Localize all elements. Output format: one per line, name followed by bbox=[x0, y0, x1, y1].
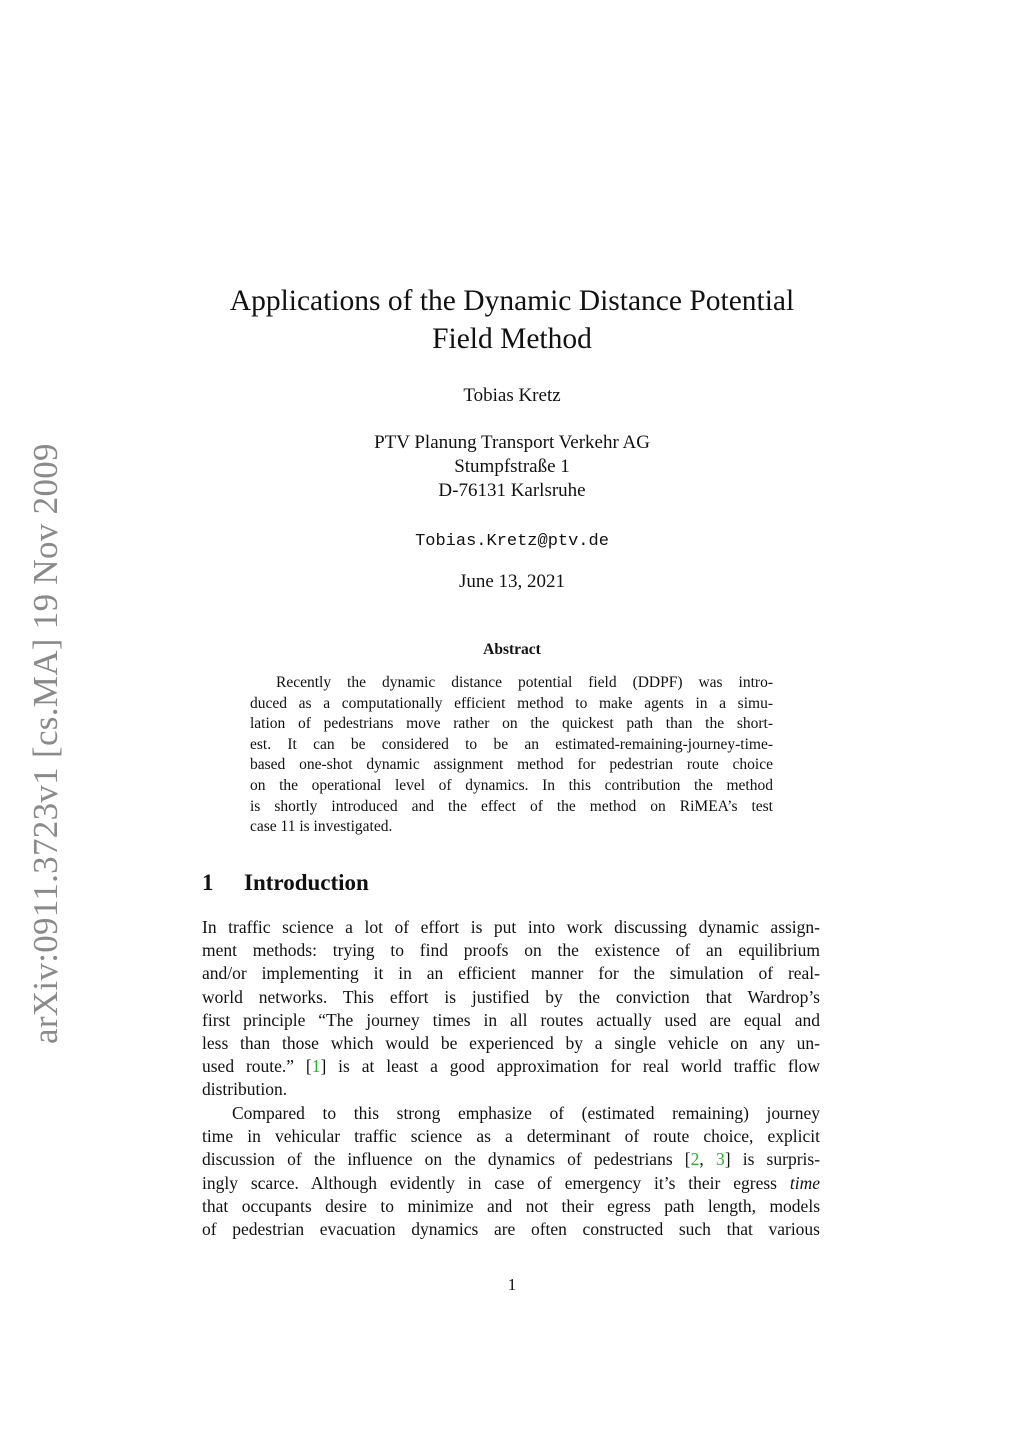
abstract-line: est. It can be considered to be an estimated-remaining-journey-time- bbox=[250, 735, 773, 753]
abstract-line: lation of pedestrians move rather on the quickest path than the short- bbox=[250, 715, 773, 733]
page-number: 1 bbox=[507, 1275, 517, 1294]
citation-link-1[interactable]: 1 bbox=[311, 1056, 321, 1077]
line-text: , bbox=[699, 1149, 716, 1170]
paragraph-line: of pedestrian evacuation dynamics are often constructed such that various bbox=[202, 1218, 820, 1239]
publication-date: June 13, 2021 bbox=[458, 571, 566, 592]
line-text: used route.” [ bbox=[202, 1056, 312, 1077]
arxiv-identifier-stamp: arXiv:0911.3723v1 [cs.MA] 19 Nov 2009 bbox=[26, 443, 65, 1044]
affiliation-line-3: D-76131 Karlsruhe bbox=[438, 480, 586, 501]
paragraph-line: that occupants desire to minimize and not their egress path length, models bbox=[202, 1195, 820, 1216]
affiliation bbox=[212, 431, 812, 503]
paragraph-line: world networks. This effort is justified by the conviction that Wardrop’s bbox=[202, 986, 820, 1007]
citation-link-3[interactable]: 3 bbox=[715, 1149, 725, 1170]
paragraph-line: ment methods: trying to find proofs on the existence of an equilibrium bbox=[202, 940, 820, 961]
paragraph-line bbox=[202, 1148, 820, 1171]
author-name: Tobias Kretz bbox=[463, 385, 561, 406]
affiliation-line-2: Stumpfstraße 1 bbox=[454, 456, 570, 477]
paragraph-line: time in vehicular traffic science as a determinant of route choice, explicit bbox=[202, 1126, 820, 1147]
paper-title bbox=[212, 282, 812, 358]
author-email: Tobias.Kretz@ptv.de bbox=[415, 532, 609, 551]
section-title: Introduction bbox=[244, 870, 369, 895]
section-number: 1 bbox=[202, 870, 214, 895]
paper-title-line-1: Applications of the Dynamic Distance Potential bbox=[229, 285, 795, 317]
abstract-line: based one-shot dynamic assignment method for pedestrian route choice bbox=[250, 756, 773, 774]
line-text: discussion of the influence on the dynamics of pedestrians [ bbox=[202, 1149, 691, 1170]
abstract-heading: Abstract bbox=[483, 641, 541, 658]
introduction-paragraph-1 bbox=[202, 916, 820, 1102]
paragraph-line: first principle “The journey times in all routes actually used are equal and bbox=[202, 1009, 820, 1030]
paragraph-line: and/or implementing it in an efficient manner for the simulation of real- bbox=[202, 963, 820, 984]
emphasized-word: time bbox=[789, 1172, 820, 1193]
abstract-line: duced as a computationally efficient method to make agents in a simu- bbox=[250, 694, 773, 712]
paragraph-line bbox=[202, 1055, 820, 1078]
affiliation-line-1: PTV Planung Transport Verkehr AG bbox=[374, 432, 650, 453]
line-text: ] is surpris- bbox=[724, 1149, 821, 1170]
citation-link-2[interactable]: 2 bbox=[690, 1149, 700, 1170]
line-text: ] is at least a good approximation for real world traffic flow bbox=[320, 1056, 820, 1077]
introduction-paragraph-2 bbox=[202, 1102, 820, 1241]
abstract-line: case 11 is investigated. bbox=[250, 818, 393, 836]
abstract-line: on the operational level of dynamics. In this contribution the method bbox=[250, 776, 773, 794]
line-text: ingly scarce. Although evidently in case of emergency it’s their egress bbox=[202, 1172, 790, 1193]
abstract-line: Recently the dynamic distance potential field (DDPF) was intro- bbox=[276, 674, 773, 691]
abstract-body bbox=[250, 673, 773, 838]
paragraph-line: Compared to this strong emphasize of (estimated remaining) journey bbox=[232, 1103, 820, 1123]
abstract-line: is shortly introduced and the effect of the method on RiMEA’s test bbox=[250, 797, 773, 815]
paper-title-line-2: Field Method bbox=[432, 323, 592, 355]
section-heading-introduction bbox=[202, 868, 369, 898]
paragraph-line: less than those which would be experienced by a single vehicle on any un- bbox=[202, 1032, 820, 1053]
paragraph-line: In traffic science a lot of effort is put into work discussing dynamic assign- bbox=[202, 917, 820, 937]
paragraph-line bbox=[202, 1172, 820, 1195]
paragraph-line: distribution. bbox=[202, 1079, 288, 1100]
